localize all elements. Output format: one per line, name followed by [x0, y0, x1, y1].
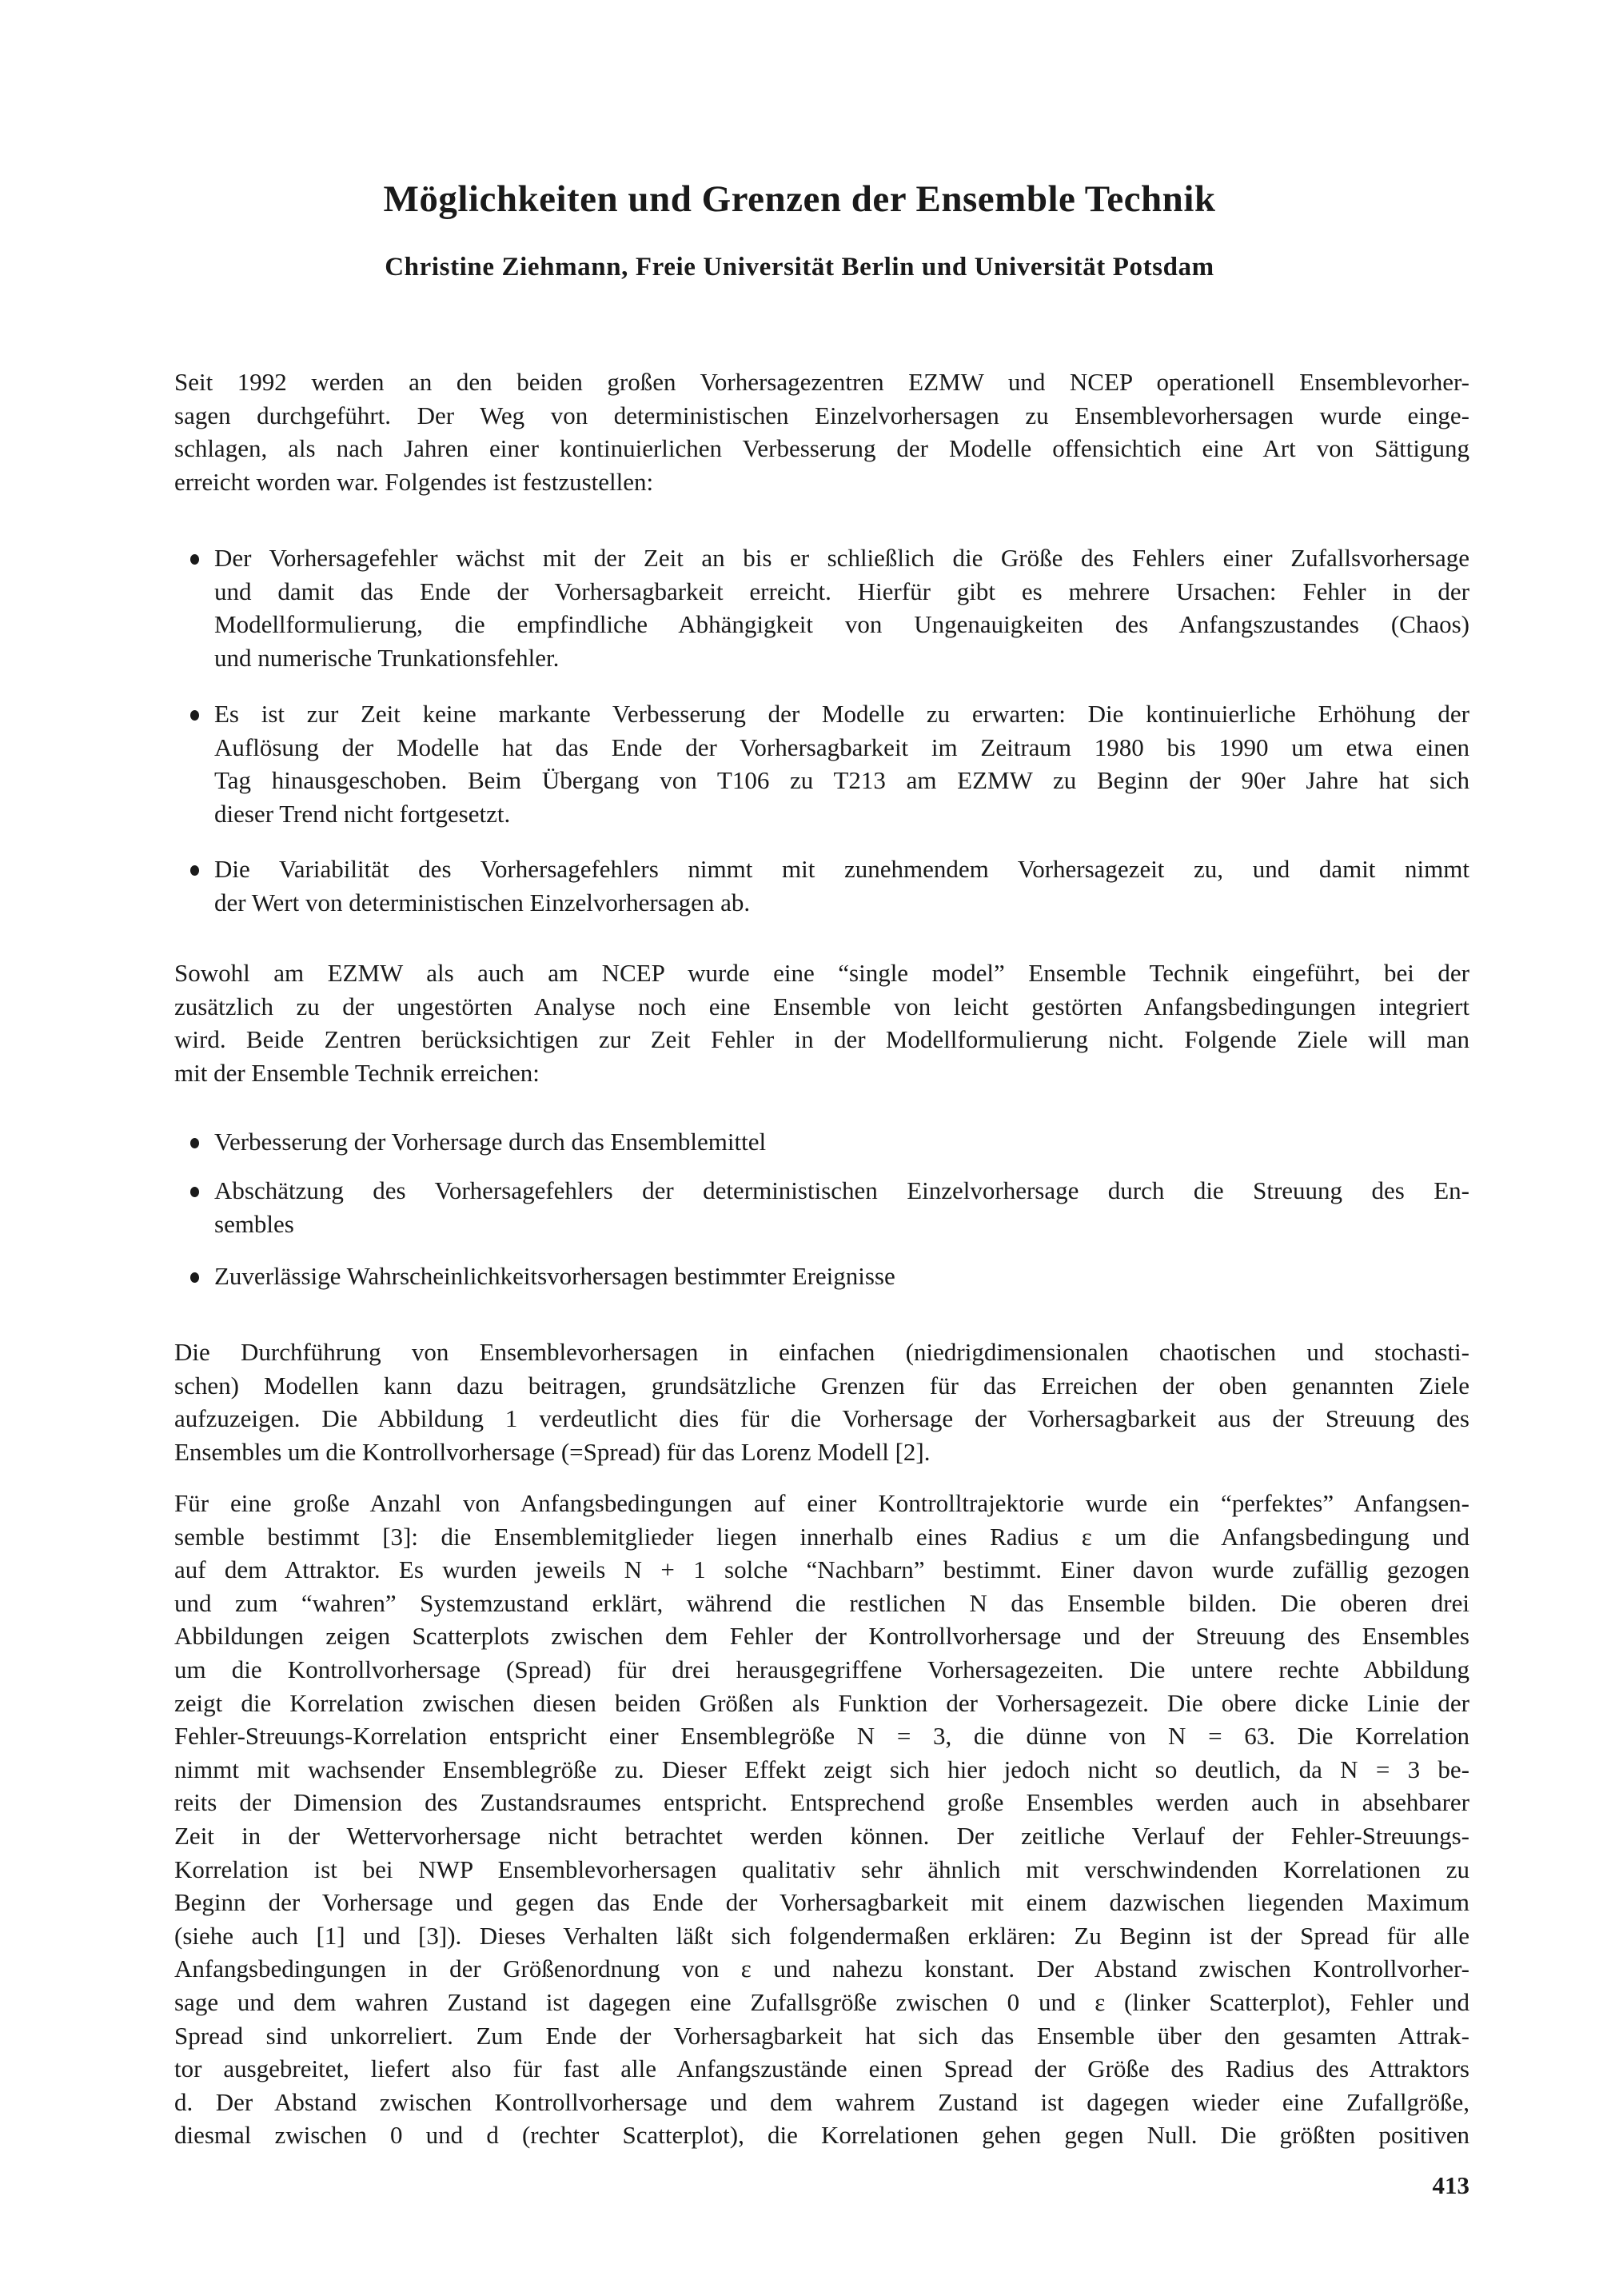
text-line: Zuverlässige Wahrscheinlichkeitsvorhersagen bestimmter Ereignisse [214, 1262, 895, 1290]
paragraph [174, 1336, 1469, 1468]
text-line: zusätzlich zu der ungestörten Analyse noch eine Ensemble von leicht gestörten Anfangsbedingungen integriert [174, 992, 1469, 1020]
text-line: Tag hinausgeschoben. Beim Übergang von T106 zu T213 am EZMW zu Beginn der 90er Jahre hat sich [214, 766, 1469, 795]
text-line: und zum “wahren” Systemzustand erklärt, während die restlichen N das Ensemble bilden. Die oberen drei [174, 1588, 1469, 1617]
text-line: Beginn der Vorhersage und gegen das Ende der Vorhersagbarkeit mit einem dazwischen liegenden Maximum [174, 1888, 1469, 1917]
text-line: Fehler-Streuungs-Korrelation entspricht einer Ensemblegröße N = 3, die dünne von N = 63. Die Korrelation [174, 1722, 1469, 1751]
text-line: und damit das Ende der Vorhersagbarkeit erreicht. Hierfür gibt es mehrere Ursachen: Fehler in der [214, 577, 1469, 605]
bullet-dot-icon [190, 865, 199, 876]
text-line: Sowohl am EZMW als auch am NCEP wurde eine “single model” Ensemble Technik eingeführt, bei der [174, 959, 1469, 987]
text-line: Korrelation ist bei NWP Ensemblevorhersagen qualitativ sehr ähnlich mit verschwindenden Korrelationen zu [174, 1855, 1469, 1883]
text-line: Anfangsbedingungen in der Größenordnung von ε und nahezu konstant. Der Abstand zwischen Kontrollvorher- [174, 1955, 1469, 1983]
paragraph [174, 1487, 1469, 2152]
text-line: dieser Trend nicht fortgesetzt. [214, 799, 511, 828]
text-line: Modellformulierung, die empfindliche Abhängigkeit von Ungenauigkeiten des Anfangszustandes (Chaos) [214, 610, 1469, 639]
bullet-item [214, 1125, 1469, 1159]
text-line: (siehe auch [1] und [3]). Dieses Verhalten läßt sich folgendermaßen erklären: Zu Beginn ist der Spread für alle [174, 1921, 1469, 1950]
text-line: d. Der Abstand zwischen Kontrollvorhersage und dem wahrem Zustand ist dagegen wieder eine Zufallgröße, [174, 2087, 1469, 2116]
text-line: schen) Modellen kann dazu beitragen, grundsätzliche Grenzen für das Erreichen der oben genannten Ziele [174, 1371, 1469, 1400]
text-line: zeigt die Korrelation zwischen diesen beiden Größen als Funktion der Vorhersagezeit. Die obere dicke Linie der [174, 1688, 1469, 1717]
text-line: und numerische Trunkationsfehler. [214, 643, 560, 672]
bullet-item [214, 1260, 1469, 1293]
text-line: Spread sind unkorreliert. Zum Ende der Vorhersagbarkeit hat sich das Ensemble über den gesamten Attrak- [174, 2021, 1469, 2050]
text-line: Abbildungen zeigen Scatterplots zwischen dem Fehler der Kontrollvorhersage und der Streuung des Ensembles [174, 1622, 1469, 1651]
author-affiliation: Christine Ziehmann, Freie Universität Berlin und Universität Potsdam [385, 253, 1214, 282]
text-line: Die Durchführung von Ensemblevorhersagen in einfachen (niedrigdimensionalen chaotischen und stochasti- [174, 1338, 1469, 1366]
text-line: tor ausgebreitet, liefert also für fast alle Anfangszustände einen Spread der Größe des Radius des Attraktors [174, 2054, 1469, 2083]
bullet-dot-icon [190, 710, 199, 721]
paragraph [174, 365, 1469, 498]
bullet-item [214, 853, 1469, 919]
bullet-item [214, 541, 1469, 674]
text-line: Der Vorhersagefehler wächst mit der Zeit an bis er schließlich die Größe des Fehlers einer Zufallsvorhersage [214, 544, 1469, 572]
text-line: Seit 1992 werden an den beiden großen Vorhersagezentren EZMW und NCEP operationell Ensemblevorher- [174, 368, 1469, 396]
text-line: mit der Ensemble Technik erreichen: [174, 1058, 540, 1087]
text-line: wird. Beide Zentren berücksichtigen zur Zeit Fehler in der Modellformulierung nicht. Folgende Ziele will man [174, 1025, 1469, 1054]
text-line: sagen durchgeführt. Der Weg von deterministischen Einzelvorhersagen zu Ensemblevorhersagen wurde einge- [174, 401, 1469, 429]
text-line: auf dem Attraktor. Es wurden jeweils N + 1 solche “Nachbarn” bestimmt. Einer davon wurde zufällig gezogen [174, 1555, 1469, 1584]
bullet-dot-icon [190, 1272, 199, 1283]
text-line: reits der Dimension des Zustandsraumes entspricht. Entsprechend große Ensembles werden auch in absehbarer [174, 1788, 1469, 1817]
text-line: aufzuzeigen. Die Abbildung 1 verdeutlicht dies für die Vorhersage der Vorhersagbarkeit aus der Streuung des [174, 1404, 1469, 1433]
text-line: Zeit in der Wettervorhersage nicht betrachtet werden können. Der zeitliche Verlauf der Fehler-Streuungs- [174, 1821, 1469, 1850]
text-line: Verbesserung der Vorhersage durch das Ensemblemittel [214, 1128, 767, 1156]
bullet-dot-icon [190, 1138, 199, 1148]
text-line: um die Kontrollvorhersage (Spread) für drei herausgegriffene Vorhersagezeiten. Die untere rechte Abbildung [174, 1655, 1469, 1683]
article-title: Möglichkeiten und Grenzen der Ensemble Technik [383, 178, 1216, 220]
text-line: Abschätzung des Vorhersagefehlers der deterministischen Einzelvorhersage durch die Streuung des En- [214, 1176, 1469, 1204]
text-line: diesmal zwischen 0 und d (rechter Scatterplot), die Korrelationen gehen gegen Null. Die größten positiven [174, 2121, 1469, 2150]
bullet-dot-icon [190, 1187, 199, 1197]
page-number: 413 [1432, 2171, 1469, 2199]
text-line: Die Variabilität des Vorhersagefehlers nimmt mit zunehmendem Vorhersagezeit zu, und damit nimmt [214, 855, 1469, 883]
text-line: Auflösung der Modelle hat das Ende der Vorhersagbarkeit im Zeitraum 1980 bis 1990 um etwa einen [214, 733, 1469, 761]
text-line: semble bestimmt [3]: die Ensemblemitglieder liegen innerhalb eines Radius ε um die Anfangsbedingung und [174, 1522, 1469, 1551]
text-line: nimmt mit wachsender Ensemblegröße zu. Dieser Effekt zeigt sich hier jedoch nicht so deutlich, da N = 3 be- [174, 1755, 1469, 1783]
text-line: erreicht worden war. Folgendes ist festzustellen: [174, 467, 654, 496]
text-line: der Wert von deterministischen Einzelvorhersagen ab. [214, 888, 751, 916]
text-line: Für eine große Anzahl von Anfangsbedingungen auf einer Kontrolltrajektorie wurde ein “perfektes” Anfangsen- [174, 1489, 1469, 1517]
text-line: Es ist zur Zeit keine markante Verbesserung der Modelle zu erwarten: Die kontinuierliche Erhöhung der [214, 700, 1469, 728]
bullet-item [214, 1174, 1469, 1240]
text-line: Ensembles um die Kontrollvorhersage (=Spread) für das Lorenz Modell [2]. [174, 1437, 931, 1466]
text-line: sage und dem wahren Zustand ist dagegen eine Zufallsgröße zwischen 0 und ε (linker Scatterplot), Fehler und [174, 1987, 1469, 2016]
paragraph [174, 956, 1469, 1089]
text-line: schlagen, als nach Jahren einer kontinuierlichen Verbesserung der Modelle offensichtich eine Art von Sättigung [174, 434, 1469, 463]
bullet-item [214, 697, 1469, 830]
bullet-dot-icon [190, 554, 199, 565]
text-line: sembles [214, 1209, 294, 1238]
